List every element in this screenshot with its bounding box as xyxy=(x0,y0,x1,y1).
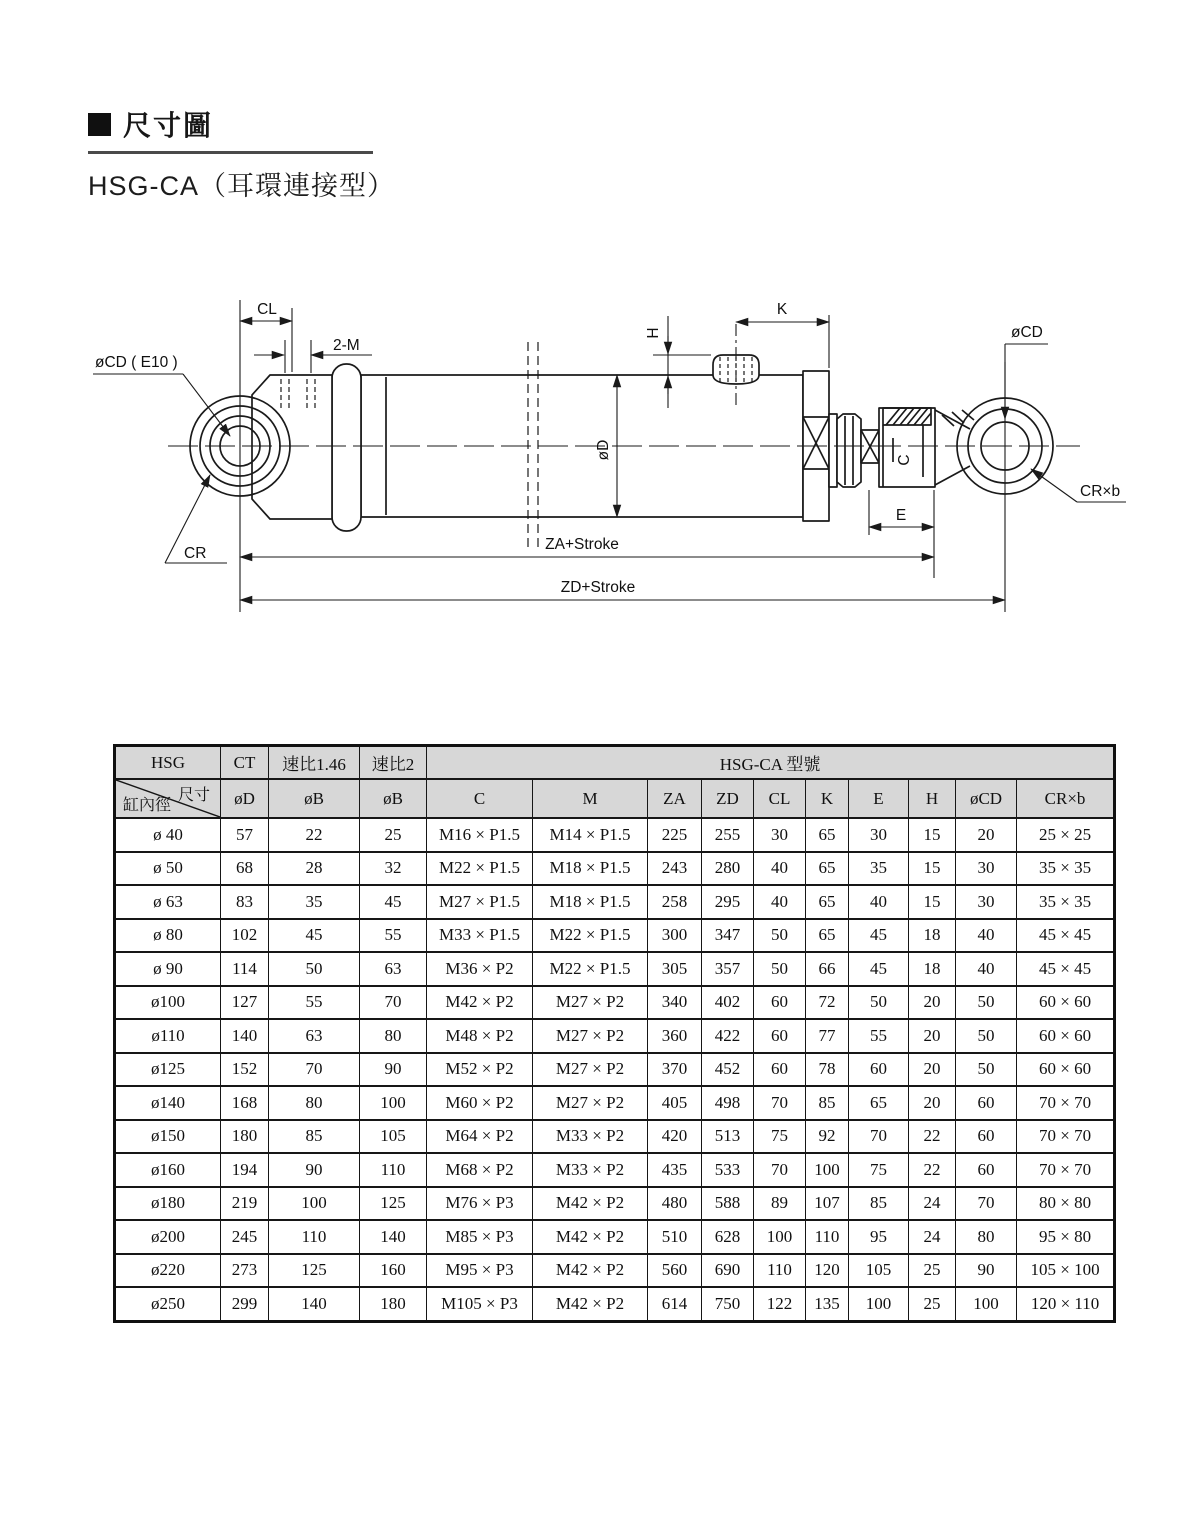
value-cell: 140 xyxy=(269,1287,360,1321)
value-cell: 65 xyxy=(806,852,849,886)
value-cell: 90 xyxy=(269,1153,360,1187)
value-cell: 70 xyxy=(269,1053,360,1087)
value-cell: 110 xyxy=(360,1153,427,1187)
header-ct: CT xyxy=(221,746,269,780)
value-cell: M76 × P3 xyxy=(427,1187,533,1221)
value-cell: M18 × P1.5 xyxy=(533,885,648,919)
cylinder-body xyxy=(190,355,1053,531)
value-cell: 402 xyxy=(702,986,754,1020)
value-cell: 125 xyxy=(269,1254,360,1288)
value-cell: 35 × 35 xyxy=(1017,852,1115,886)
col-header: CR×b xyxy=(1017,779,1115,818)
value-cell: 152 xyxy=(221,1053,269,1087)
value-cell: 102 xyxy=(221,919,269,953)
value-cell: M27 × P2 xyxy=(533,986,648,1020)
value-cell: 194 xyxy=(221,1153,269,1187)
col-header: H xyxy=(909,779,956,818)
value-cell: 690 xyxy=(702,1254,754,1288)
value-cell: 122 xyxy=(754,1287,806,1321)
value-cell: 65 xyxy=(806,885,849,919)
value-cell: 90 xyxy=(360,1053,427,1087)
value-cell: 40 xyxy=(956,919,1017,953)
value-cell: 25 xyxy=(360,818,427,852)
table-body xyxy=(115,818,1115,1321)
value-cell: 50 xyxy=(956,1019,1017,1053)
table-row xyxy=(115,1287,1115,1321)
header-hsg: HSG xyxy=(115,746,221,780)
value-cell: 20 xyxy=(956,818,1017,852)
value-cell: 70 xyxy=(754,1086,806,1120)
value-cell: M68 × P2 xyxy=(427,1153,533,1187)
value-cell: 422 xyxy=(702,1019,754,1053)
value-cell: 60 xyxy=(956,1120,1017,1154)
value-cell: 60 xyxy=(754,1019,806,1053)
value-cell: 273 xyxy=(221,1254,269,1288)
value-cell: 83 xyxy=(221,885,269,919)
value-cell: 160 xyxy=(360,1254,427,1288)
value-cell: 85 xyxy=(849,1187,909,1221)
value-cell: 110 xyxy=(806,1220,849,1254)
value-cell: 480 xyxy=(648,1187,702,1221)
value-cell: M27 × P2 xyxy=(533,1053,648,1087)
value-cell: 533 xyxy=(702,1153,754,1187)
value-cell: 300 xyxy=(648,919,702,953)
corner-label-bore: 缸內徑 xyxy=(123,797,172,814)
table-row xyxy=(115,1220,1115,1254)
value-cell: M48 × P2 xyxy=(427,1019,533,1053)
value-cell: 20 xyxy=(909,986,956,1020)
value-cell: 65 xyxy=(849,1086,909,1120)
value-cell: 55 xyxy=(360,919,427,953)
value-cell: 360 xyxy=(648,1019,702,1053)
value-cell: 40 xyxy=(956,952,1017,986)
col-header: ZA xyxy=(648,779,702,818)
cylinder-dimension-drawing xyxy=(80,278,1140,628)
value-cell: M85 × P3 xyxy=(427,1220,533,1254)
table-row xyxy=(115,1187,1115,1221)
value-cell: 340 xyxy=(648,986,702,1020)
label-2m: 2-M xyxy=(333,337,360,354)
value-cell: 20 xyxy=(909,1019,956,1053)
value-cell: 15 xyxy=(909,852,956,886)
value-cell: 127 xyxy=(221,986,269,1020)
value-cell: M42 × P2 xyxy=(427,986,533,1020)
value-cell: 243 xyxy=(648,852,702,886)
bore-cell: ø 80 xyxy=(115,919,221,953)
value-cell: 20 xyxy=(909,1086,956,1120)
value-cell: 245 xyxy=(221,1220,269,1254)
value-cell: 370 xyxy=(648,1053,702,1087)
section-title xyxy=(88,104,395,144)
value-cell: 140 xyxy=(221,1019,269,1053)
value-cell: 20 xyxy=(909,1053,956,1087)
value-cell: 80 xyxy=(360,1019,427,1053)
value-cell: 100 xyxy=(849,1287,909,1321)
model-subtitle: HSG-CA（耳環連接型） xyxy=(88,171,396,201)
value-cell: M22 × P1.5 xyxy=(533,919,648,953)
value-cell: 24 xyxy=(909,1220,956,1254)
bore-cell: ø150 xyxy=(115,1120,221,1154)
col-header: C xyxy=(427,779,533,818)
value-cell: M22 × P1.5 xyxy=(427,852,533,886)
value-cell: 435 xyxy=(648,1153,702,1187)
value-cell: 498 xyxy=(702,1086,754,1120)
value-cell: 50 xyxy=(754,952,806,986)
value-cell: 60 xyxy=(956,1086,1017,1120)
label-cl: CL xyxy=(257,301,277,318)
value-cell: 66 xyxy=(806,952,849,986)
value-cell: 65 xyxy=(806,818,849,852)
header-row-groups xyxy=(115,746,1115,780)
value-cell: 60 xyxy=(754,986,806,1020)
value-cell: 22 xyxy=(269,818,360,852)
value-cell: 32 xyxy=(360,852,427,886)
value-cell: 110 xyxy=(269,1220,360,1254)
col-header: ZD xyxy=(702,779,754,818)
label-h: H xyxy=(645,327,662,339)
value-cell: 92 xyxy=(806,1120,849,1154)
title-block xyxy=(88,104,395,203)
value-cell: 57 xyxy=(221,818,269,852)
title-underline xyxy=(88,151,373,154)
value-cell: M60 × P2 xyxy=(427,1086,533,1120)
table-row xyxy=(115,1019,1115,1053)
value-cell: 40 xyxy=(754,885,806,919)
value-cell: 22 xyxy=(909,1120,956,1154)
bore-cell: ø110 xyxy=(115,1019,221,1053)
value-cell: 100 xyxy=(360,1086,427,1120)
value-cell: 347 xyxy=(702,919,754,953)
col-header: øD xyxy=(221,779,269,818)
value-cell: 120 × 110 xyxy=(1017,1287,1115,1321)
bore-cell: ø160 xyxy=(115,1153,221,1187)
table-row xyxy=(115,885,1115,919)
bore-cell: ø 63 xyxy=(115,885,221,919)
value-cell: 25 × 25 xyxy=(1017,818,1115,852)
table-row xyxy=(115,1153,1115,1187)
table-row xyxy=(115,952,1115,986)
table-row xyxy=(115,818,1115,852)
value-cell: M33 × P2 xyxy=(533,1153,648,1187)
header-ratio-146: 速比1.46 xyxy=(269,746,360,780)
value-cell: 77 xyxy=(806,1019,849,1053)
table-row xyxy=(115,852,1115,886)
value-cell: 89 xyxy=(754,1187,806,1221)
value-cell: 295 xyxy=(702,885,754,919)
value-cell: 55 xyxy=(849,1019,909,1053)
value-cell: M27 × P1.5 xyxy=(427,885,533,919)
value-cell: 90 xyxy=(956,1254,1017,1288)
value-cell: 614 xyxy=(648,1287,702,1321)
value-cell: 125 xyxy=(360,1187,427,1221)
corner-header-cell xyxy=(115,779,221,818)
value-cell: 72 xyxy=(806,986,849,1020)
label-cr: CR xyxy=(184,545,207,562)
value-cell: 28 xyxy=(269,852,360,886)
value-cell: 70 × 70 xyxy=(1017,1153,1115,1187)
value-cell: M18 × P1.5 xyxy=(533,852,648,886)
value-cell: 140 xyxy=(360,1220,427,1254)
value-cell: 95 xyxy=(849,1220,909,1254)
value-cell: 420 xyxy=(648,1120,702,1154)
value-cell: 63 xyxy=(360,952,427,986)
label-d: øD xyxy=(595,439,612,461)
value-cell: 40 xyxy=(849,885,909,919)
table-row xyxy=(115,986,1115,1020)
value-cell: 70 × 70 xyxy=(1017,1086,1115,1120)
value-cell: M16 × P1.5 xyxy=(427,818,533,852)
value-cell: M95 × P3 xyxy=(427,1254,533,1288)
value-cell: 588 xyxy=(702,1187,754,1221)
label-cd-e10: øCD ( E10 ) xyxy=(95,354,178,371)
col-header: CL xyxy=(754,779,806,818)
bore-cell: ø 50 xyxy=(115,852,221,886)
value-cell: 60 × 60 xyxy=(1017,986,1115,1020)
table-row xyxy=(115,1120,1115,1154)
value-cell: 180 xyxy=(221,1120,269,1154)
value-cell: 280 xyxy=(702,852,754,886)
value-cell: M27 × P2 xyxy=(533,1019,648,1053)
value-cell: 45 xyxy=(360,885,427,919)
value-cell: 70 xyxy=(849,1120,909,1154)
value-cell: 60 × 60 xyxy=(1017,1053,1115,1087)
header-ratio-2: 速比2 xyxy=(360,746,427,780)
value-cell: 219 xyxy=(221,1187,269,1221)
value-cell: 45 xyxy=(269,919,360,953)
value-cell: M64 × P2 xyxy=(427,1120,533,1154)
value-cell: M42 × P2 xyxy=(533,1254,648,1288)
value-cell: 60 × 60 xyxy=(1017,1019,1115,1053)
value-cell: 80 xyxy=(269,1086,360,1120)
dimension-table xyxy=(113,744,1116,1323)
value-cell: 30 xyxy=(956,852,1017,886)
value-cell: 85 xyxy=(806,1086,849,1120)
bore-cell: ø100 xyxy=(115,986,221,1020)
value-cell: 68 xyxy=(221,852,269,886)
value-cell: 45 × 45 xyxy=(1017,919,1115,953)
value-cell: 30 xyxy=(956,885,1017,919)
label-za: ZA+Stroke xyxy=(545,536,619,553)
value-cell: 405 xyxy=(648,1086,702,1120)
bore-cell: ø200 xyxy=(115,1220,221,1254)
value-cell: M36 × P2 xyxy=(427,952,533,986)
table-row xyxy=(115,919,1115,953)
label-k: K xyxy=(776,301,788,318)
value-cell: 105 × 100 xyxy=(1017,1254,1115,1288)
value-cell: 45 × 45 xyxy=(1017,952,1115,986)
table-row xyxy=(115,1254,1115,1288)
value-cell: 100 xyxy=(754,1220,806,1254)
value-cell: M22 × P1.5 xyxy=(533,952,648,986)
value-cell: 50 xyxy=(269,952,360,986)
value-cell: 513 xyxy=(702,1120,754,1154)
value-cell: 25 xyxy=(909,1254,956,1288)
value-cell: 50 xyxy=(754,919,806,953)
header-model: HSG-CA 型號 xyxy=(427,746,1115,780)
bore-cell: ø140 xyxy=(115,1086,221,1120)
value-cell: 75 xyxy=(754,1120,806,1154)
value-cell: 255 xyxy=(702,818,754,852)
value-cell: 100 xyxy=(269,1187,360,1221)
header-row-columns xyxy=(115,779,1115,818)
value-cell: 110 xyxy=(754,1254,806,1288)
col-header: E xyxy=(849,779,909,818)
value-cell: 55 xyxy=(269,986,360,1020)
bore-cell: ø 40 xyxy=(115,818,221,852)
value-cell: 357 xyxy=(702,952,754,986)
value-cell: M42 × P2 xyxy=(533,1220,648,1254)
value-cell: 50 xyxy=(849,986,909,1020)
value-cell: 510 xyxy=(648,1220,702,1254)
label-e: E xyxy=(895,507,907,524)
value-cell: M14 × P1.5 xyxy=(533,818,648,852)
bore-cell: ø180 xyxy=(115,1187,221,1221)
value-cell: 105 xyxy=(849,1254,909,1288)
value-cell: 63 xyxy=(269,1019,360,1053)
section-marker-icon xyxy=(88,113,111,136)
value-cell: 45 xyxy=(849,952,909,986)
value-cell: 114 xyxy=(221,952,269,986)
value-cell: 180 xyxy=(360,1287,427,1321)
label-zd: ZD+Stroke xyxy=(560,579,636,596)
value-cell: 105 xyxy=(360,1120,427,1154)
value-cell: 22 xyxy=(909,1153,956,1187)
value-cell: 100 xyxy=(806,1153,849,1187)
value-cell: M33 × P2 xyxy=(533,1120,648,1154)
value-cell: 35 × 35 xyxy=(1017,885,1115,919)
dimension-lines xyxy=(93,301,1126,600)
value-cell: 305 xyxy=(648,952,702,986)
value-cell: 95 × 80 xyxy=(1017,1220,1115,1254)
value-cell: 45 xyxy=(849,919,909,953)
value-cell: 70 × 70 xyxy=(1017,1120,1115,1154)
value-cell: 70 xyxy=(956,1187,1017,1221)
value-cell: M42 × P2 xyxy=(533,1187,648,1221)
value-cell: 70 xyxy=(754,1153,806,1187)
value-cell: M27 × P2 xyxy=(533,1086,648,1120)
value-cell: M105 × P3 xyxy=(427,1287,533,1321)
corner-label-size: 尺寸 xyxy=(177,787,210,804)
value-cell: 85 xyxy=(269,1120,360,1154)
col-header: M xyxy=(533,779,648,818)
value-cell: 80 xyxy=(956,1220,1017,1254)
value-cell: 107 xyxy=(806,1187,849,1221)
value-cell: 299 xyxy=(221,1287,269,1321)
value-cell: M42 × P2 xyxy=(533,1287,648,1321)
value-cell: 24 xyxy=(909,1187,956,1221)
value-cell: 35 xyxy=(849,852,909,886)
value-cell: 60 xyxy=(849,1053,909,1087)
value-cell: M33 × P1.5 xyxy=(427,919,533,953)
section-title-text: 尺寸圖 xyxy=(123,110,214,141)
value-cell: 18 xyxy=(909,919,956,953)
col-header: K xyxy=(806,779,849,818)
value-cell: 30 xyxy=(754,818,806,852)
value-cell: 60 xyxy=(956,1153,1017,1187)
value-cell: 628 xyxy=(702,1220,754,1254)
value-cell: 65 xyxy=(806,919,849,953)
value-cell: 15 xyxy=(909,885,956,919)
value-cell: 258 xyxy=(648,885,702,919)
value-cell: 50 xyxy=(956,1053,1017,1087)
value-cell: 452 xyxy=(702,1053,754,1087)
bore-cell: ø 90 xyxy=(115,952,221,986)
value-cell: 40 xyxy=(754,852,806,886)
col-header: øB xyxy=(269,779,360,818)
value-cell: 100 xyxy=(956,1287,1017,1321)
value-cell: 30 xyxy=(849,818,909,852)
value-cell: 75 xyxy=(849,1153,909,1187)
value-cell: 35 xyxy=(269,885,360,919)
bore-cell: ø125 xyxy=(115,1053,221,1087)
value-cell: M52 × P2 xyxy=(427,1053,533,1087)
value-cell: 120 xyxy=(806,1254,849,1288)
bore-cell: ø220 xyxy=(115,1254,221,1288)
value-cell: 225 xyxy=(648,818,702,852)
value-cell: 50 xyxy=(956,986,1017,1020)
value-cell: 78 xyxy=(806,1053,849,1087)
value-cell: 18 xyxy=(909,952,956,986)
value-cell: 15 xyxy=(909,818,956,852)
value-cell: 135 xyxy=(806,1287,849,1321)
bore-cell: ø250 xyxy=(115,1287,221,1321)
label-cd: øCD xyxy=(1011,324,1043,341)
table-row xyxy=(115,1086,1115,1120)
value-cell: 70 xyxy=(360,986,427,1020)
label-c: C xyxy=(896,454,913,466)
table-row xyxy=(115,1053,1115,1087)
value-cell: 560 xyxy=(648,1254,702,1288)
value-cell: 80 × 80 xyxy=(1017,1187,1115,1221)
col-header: øCD xyxy=(956,779,1017,818)
value-cell: 25 xyxy=(909,1287,956,1321)
value-cell: 168 xyxy=(221,1086,269,1120)
col-header: øB xyxy=(360,779,427,818)
value-cell: 750 xyxy=(702,1287,754,1321)
value-cell: 60 xyxy=(754,1053,806,1087)
label-crb: CR×b xyxy=(1080,483,1121,500)
